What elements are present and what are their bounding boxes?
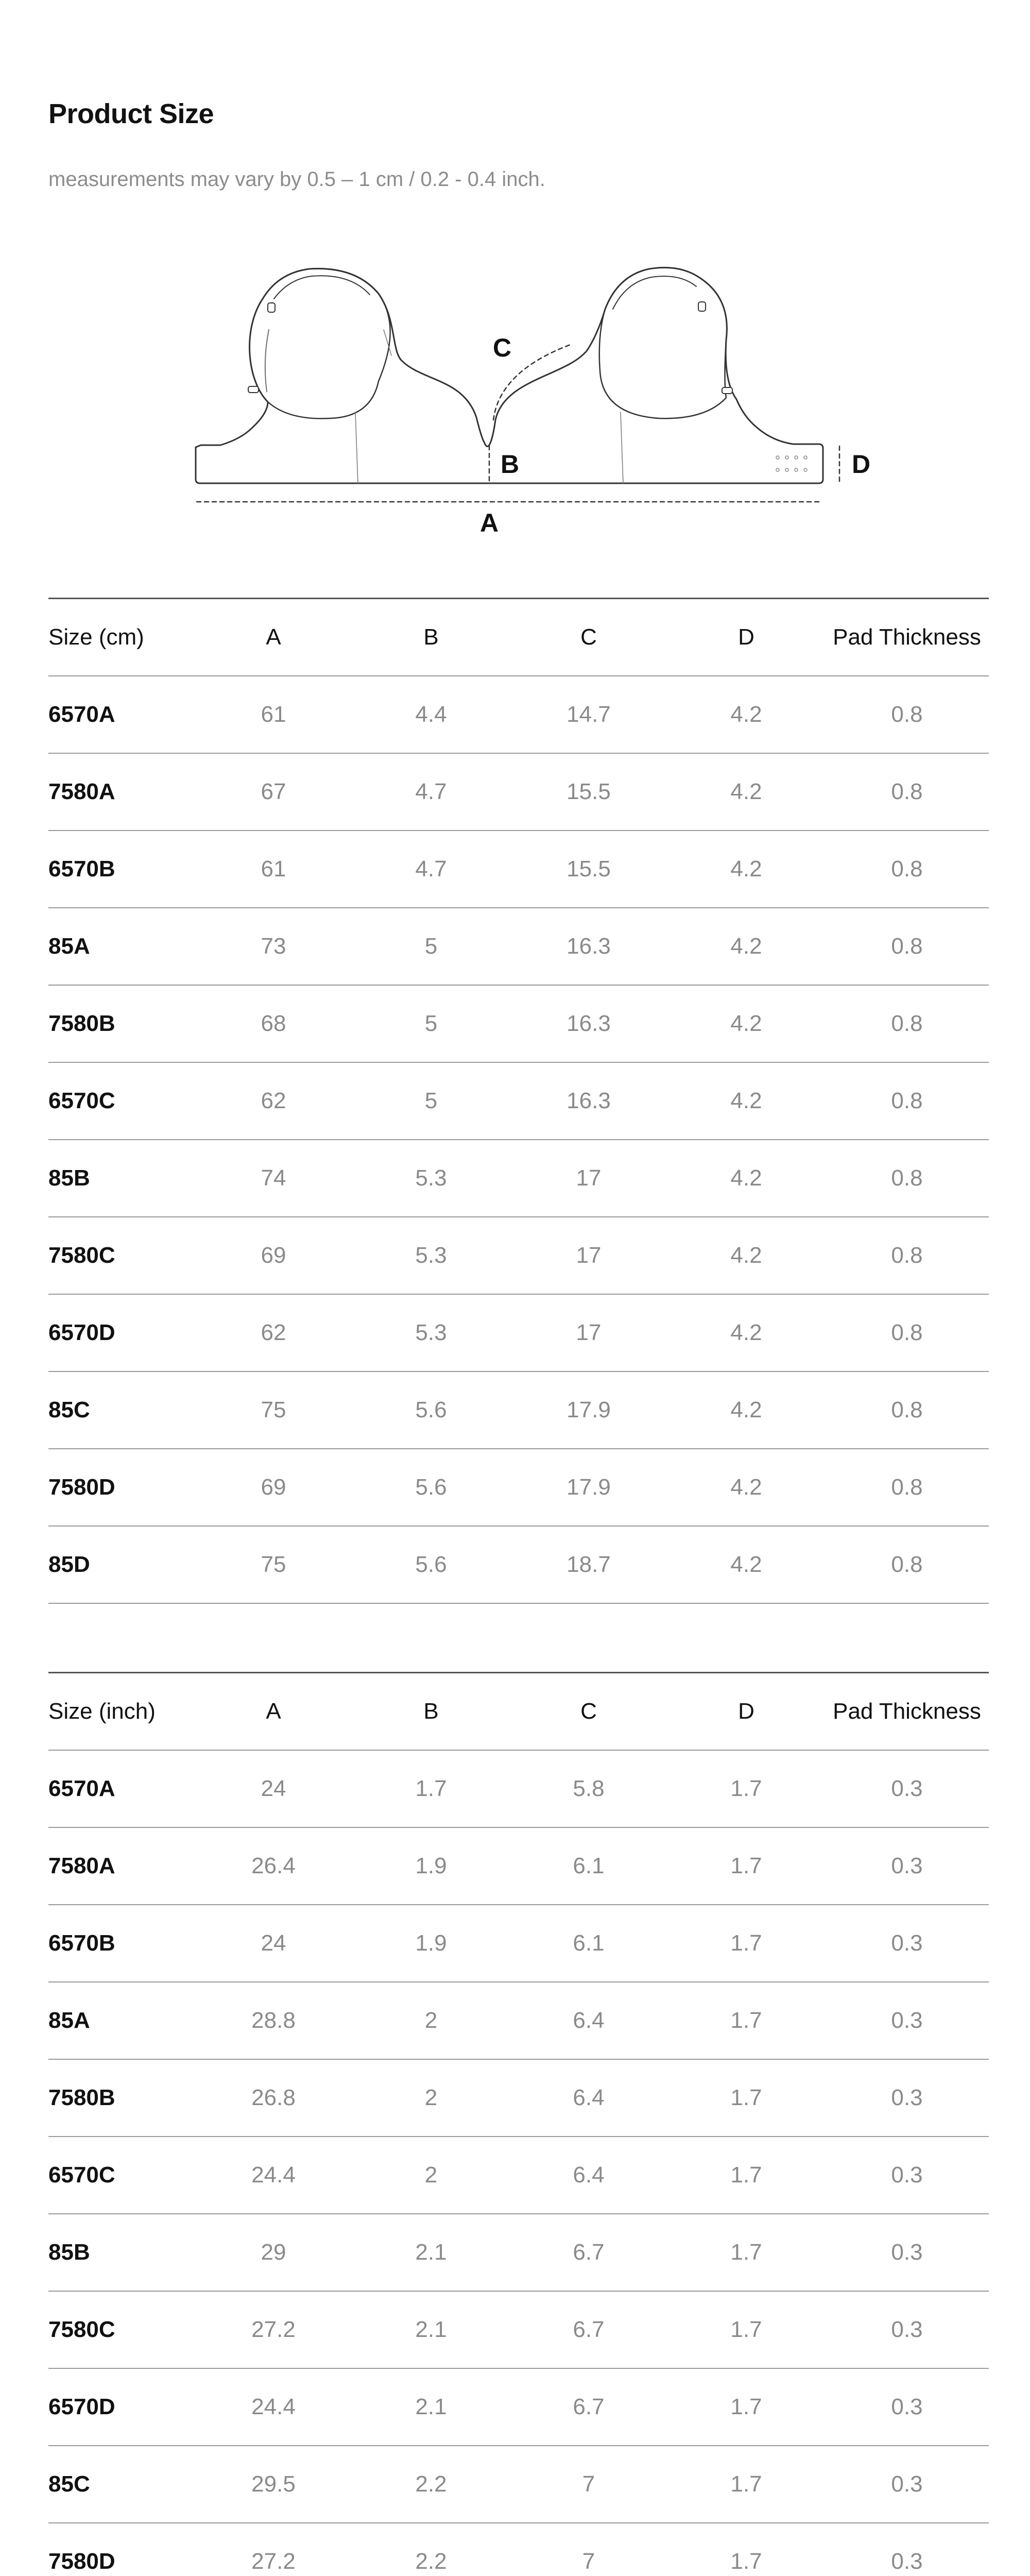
size-cell: 7580C (48, 1243, 115, 1268)
pad-thickness-cell: 0.3 (891, 2008, 923, 2033)
header-pad-thickness: Pad Thickness (833, 624, 981, 650)
d-cell: 4.2 (730, 1243, 762, 1268)
b-cell: 4.4 (415, 702, 447, 727)
table-row (48, 1905, 989, 1982)
table-row (48, 2214, 989, 2291)
a-cell: 28.8 (251, 2008, 296, 2033)
pad-thickness-cell: 0.3 (891, 2162, 923, 2188)
a-cell: 67 (261, 779, 286, 804)
b-cell: 5.6 (415, 1552, 447, 1577)
a-cell: 61 (261, 702, 286, 727)
b-cell: 5.6 (415, 1397, 447, 1422)
d-cell: 4.2 (730, 1475, 762, 1500)
size-cell: 7580A (48, 779, 115, 804)
b-cell: 5 (424, 934, 438, 959)
b-cell: 5.3 (415, 1320, 447, 1345)
c-cell: 17 (576, 1165, 602, 1191)
a-cell: 24.4 (251, 2162, 296, 2188)
d-cell: 1.7 (730, 1776, 762, 1801)
table-row (48, 1449, 989, 1526)
d-cell: 4.2 (730, 1088, 762, 1113)
pad-thickness-cell: 0.3 (891, 1853, 923, 1878)
size-table-cm (48, 598, 989, 1604)
b-cell: 1.9 (415, 1853, 447, 1878)
a-cell: 61 (261, 856, 286, 882)
b-cell: 2.1 (415, 2240, 447, 2265)
c-cell: 15.5 (566, 779, 611, 804)
size-cell: 6570C (48, 1088, 115, 1113)
table-row (48, 1750, 989, 1827)
header-b: B (423, 624, 439, 650)
pad-thickness-cell: 0.8 (891, 1552, 923, 1577)
size-cell: 85B (48, 1165, 90, 1191)
d-cell: 4.2 (730, 1320, 762, 1345)
c-cell: 6.4 (573, 2085, 605, 2110)
a-cell: 24.4 (251, 2394, 296, 2419)
pad-thickness-cell: 0.8 (891, 1475, 923, 1500)
c-cell: 6.4 (573, 2162, 605, 2188)
table-row (48, 1526, 989, 1603)
table-row (48, 908, 989, 985)
d-cell: 4.2 (730, 779, 762, 804)
c-cell: 7 (582, 2471, 595, 2497)
size-cell: 85A (48, 934, 90, 959)
size-cell: 85B (48, 2240, 90, 2265)
a-cell: 26.4 (251, 1853, 296, 1878)
c-cell: 16.3 (566, 934, 611, 959)
d-cell: 1.7 (730, 2317, 762, 2342)
c-cell: 17 (576, 1243, 602, 1268)
pad-thickness-cell: 0.8 (891, 779, 923, 804)
c-cell: 6.4 (573, 2008, 605, 2033)
a-cell: 27.2 (251, 2317, 296, 2342)
d-cell: 1.7 (730, 2240, 762, 2265)
d-cell: 4.2 (730, 1397, 762, 1422)
d-cell: 4.2 (730, 1011, 762, 1036)
size-cell: 6570D (48, 2394, 115, 2419)
pad-thickness-cell: 0.3 (891, 1776, 923, 1801)
d-cell: 4.2 (730, 702, 762, 727)
b-cell: 5.6 (415, 1475, 447, 1500)
header-size-cm: Size (cm) (48, 624, 144, 650)
d-cell: 4.2 (730, 1165, 762, 1191)
size-cell: 85D (48, 1552, 90, 1577)
header-b: B (423, 1699, 439, 1724)
size-cell: 6570B (48, 856, 115, 882)
table-row (48, 1827, 989, 1905)
d-cell: 4.2 (730, 1552, 762, 1577)
d-cell: 1.7 (730, 2162, 762, 2188)
b-cell: 5.3 (415, 1165, 447, 1191)
table-row (48, 676, 989, 753)
d-cell: 1.7 (730, 1853, 762, 1878)
size-cell: 85A (48, 2008, 90, 2033)
table-row (48, 2291, 989, 2368)
table-header-row (48, 1673, 989, 1751)
d-cell: 1.7 (730, 1930, 762, 1956)
header-a: A (266, 624, 281, 650)
b-cell: 2.2 (415, 2549, 447, 2574)
d-cell: 1.7 (730, 2394, 762, 2419)
pad-thickness-cell: 0.3 (891, 2471, 923, 2497)
b-cell: 1.9 (415, 1930, 447, 1956)
pad-thickness-cell: 0.3 (891, 2549, 923, 2574)
a-cell: 24 (261, 1930, 286, 1956)
table-row (48, 753, 989, 831)
header-size-inch: Size (inch) (48, 1699, 156, 1724)
table-header-row (48, 599, 989, 676)
table-row (48, 1371, 989, 1449)
a-cell: 73 (261, 934, 286, 959)
b-cell: 2 (424, 2008, 438, 2033)
bra-measurement-diagram (0, 247, 1030, 556)
b-cell: 1.7 (415, 1776, 447, 1801)
a-cell: 62 (261, 1088, 286, 1113)
size-cell: 6570B (48, 1930, 115, 1956)
d-cell: 4.2 (730, 934, 762, 959)
d-cell: 1.7 (730, 2008, 762, 2033)
table-row (48, 1062, 989, 1140)
table-row (48, 1294, 989, 1371)
header-c: C (580, 1699, 597, 1724)
pad-thickness-cell: 0.8 (891, 702, 923, 727)
c-cell: 15.5 (566, 856, 611, 882)
a-cell: 69 (261, 1243, 286, 1268)
c-cell: 6.7 (573, 2394, 605, 2419)
pad-thickness-cell: 0.8 (891, 856, 923, 882)
a-cell: 68 (261, 1011, 286, 1036)
size-cell: 7580A (48, 1853, 115, 1878)
d-cell: 1.7 (730, 2549, 762, 2574)
size-cell: 7580B (48, 2085, 115, 2110)
d-cell: 1.7 (730, 2085, 762, 2110)
table-row (48, 831, 989, 908)
pad-thickness-cell: 0.3 (891, 2394, 923, 2419)
c-cell: 16.3 (566, 1011, 611, 1036)
a-cell: 24 (261, 1776, 286, 1801)
size-cell: 6570C (48, 2162, 115, 2188)
header-c: C (580, 624, 597, 650)
pad-thickness-cell: 0.8 (891, 1397, 923, 1422)
pad-thickness-cell: 0.8 (891, 1088, 923, 1113)
d-cell: 4.2 (730, 856, 762, 882)
c-cell: 6.7 (573, 2317, 605, 2342)
size-cell: 7580D (48, 1475, 115, 1500)
size-cell: 6570A (48, 1776, 115, 1801)
label-b: B (500, 450, 520, 479)
a-cell: 69 (261, 1475, 286, 1500)
b-cell: 4.7 (415, 856, 447, 882)
label-c: C (492, 333, 512, 362)
header-a: A (266, 1699, 281, 1724)
table-row (48, 2137, 989, 2214)
a-cell: 75 (261, 1552, 286, 1577)
pad-thickness-cell: 0.8 (891, 1011, 923, 1036)
size-cell: 85C (48, 1397, 90, 1422)
pad-thickness-cell: 0.8 (891, 1165, 923, 1191)
c-cell: 14.7 (566, 702, 611, 727)
table-row (48, 2523, 989, 2576)
a-cell: 29 (261, 2240, 286, 2265)
pad-thickness-cell: 0.8 (891, 934, 923, 959)
label-d: D (851, 450, 871, 479)
table-row (48, 1217, 989, 1294)
pad-thickness-cell: 0.3 (891, 2317, 923, 2342)
header-d: D (738, 624, 754, 650)
c-cell: 17.9 (566, 1475, 611, 1500)
label-a: A (479, 509, 499, 537)
b-cell: 5 (424, 1011, 438, 1036)
size-cell: 7580B (48, 1011, 115, 1036)
c-cell: 17.9 (566, 1397, 611, 1422)
b-cell: 2 (424, 2085, 438, 2110)
b-cell: 2 (424, 2162, 438, 2188)
size-table-inch (48, 1672, 989, 2576)
c-cell: 18.7 (566, 1552, 611, 1577)
size-cell: 7580D (48, 2549, 115, 2574)
table-row (48, 1140, 989, 1217)
c-cell: 6.1 (573, 1930, 605, 1956)
a-cell: 29.5 (251, 2471, 296, 2497)
a-cell: 62 (261, 1320, 286, 1345)
size-cell: 7580C (48, 2317, 115, 2342)
measurement-note: measurements may vary by 0.5 – 1 cm / 0.2 - 0.4 inch. (48, 168, 545, 191)
header-pad-thickness: Pad Thickness (833, 1699, 981, 1724)
c-cell: 7 (582, 2549, 595, 2574)
pad-thickness-cell: 0.8 (891, 1320, 923, 1345)
b-cell: 2.1 (415, 2394, 447, 2419)
a-cell: 74 (261, 1165, 286, 1191)
c-cell: 6.7 (573, 2240, 605, 2265)
b-cell: 2.1 (415, 2317, 447, 2342)
table-row (48, 985, 989, 1062)
table-row (48, 1982, 989, 2059)
b-cell: 5 (424, 1088, 438, 1113)
d-cell: 1.7 (730, 2471, 762, 2497)
pad-thickness-cell: 0.3 (891, 2085, 923, 2110)
pad-thickness-cell: 0.3 (891, 2240, 923, 2265)
b-cell: 5.3 (415, 1243, 447, 1268)
c-cell: 6.1 (573, 1853, 605, 1878)
page-title: Product Size (48, 98, 214, 129)
a-cell: 27.2 (251, 2549, 296, 2574)
c-cell: 16.3 (566, 1088, 611, 1113)
pad-thickness-cell: 0.8 (891, 1243, 923, 1268)
size-cell: 6570D (48, 1320, 115, 1345)
table-row (48, 2059, 989, 2137)
table-row (48, 2368, 989, 2446)
a-cell: 26.8 (251, 2085, 296, 2110)
b-cell: 4.7 (415, 779, 447, 804)
size-cell: 85C (48, 2471, 90, 2497)
c-cell: 5.8 (573, 1776, 605, 1801)
header-d: D (738, 1699, 754, 1724)
c-cell: 17 (576, 1320, 602, 1345)
size-cell: 6570A (48, 702, 115, 727)
a-cell: 75 (261, 1397, 286, 1422)
pad-thickness-cell: 0.3 (891, 1930, 923, 1956)
table-row (48, 2446, 989, 2523)
b-cell: 2.2 (415, 2471, 447, 2497)
